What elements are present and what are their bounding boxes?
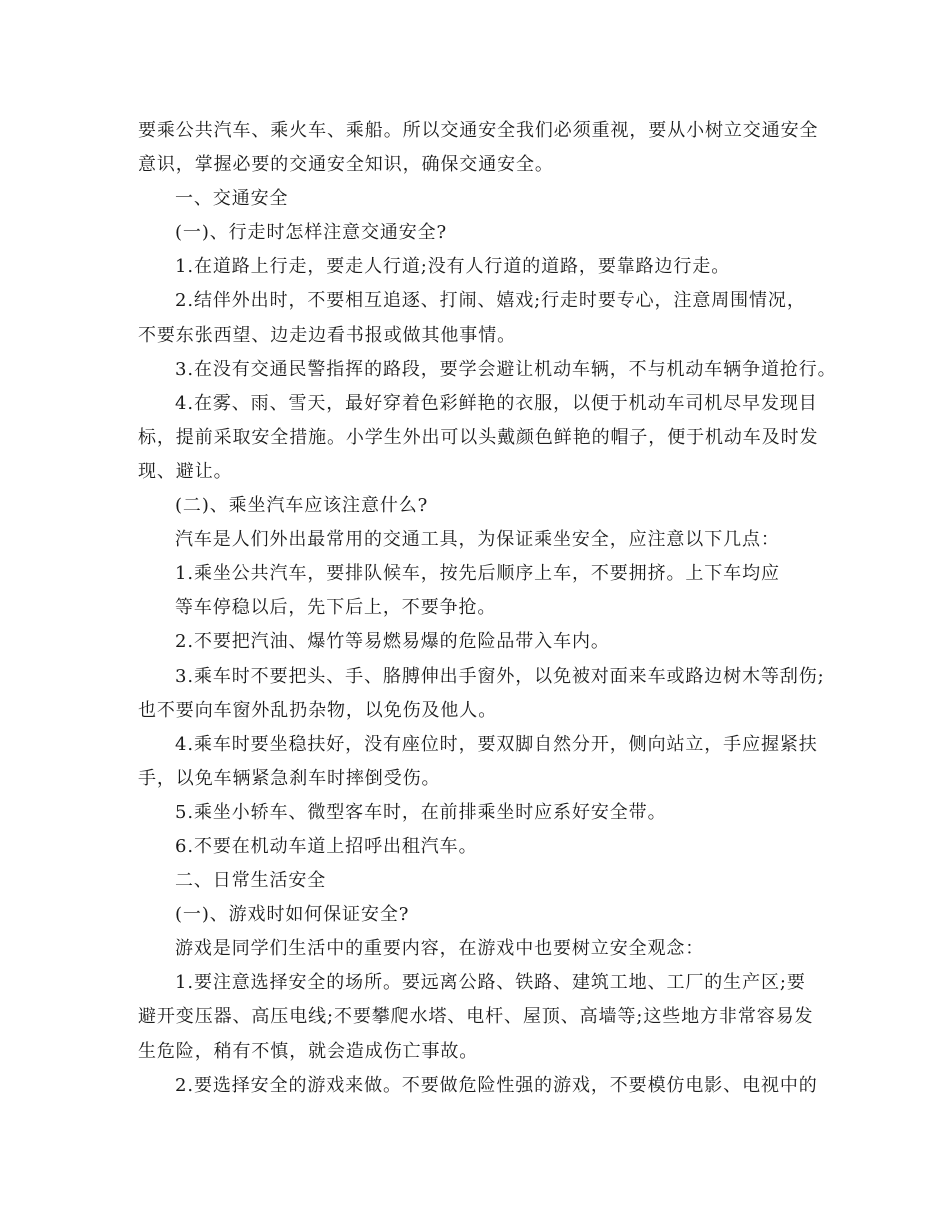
text-line: 也不要向车窗外乱扔杂物，以免伤及他人。 — [138, 699, 498, 721]
text-line: 1.在道路上行走，要走人行道;没有人行道的道路，要靠路边行走。 — [175, 256, 731, 278]
text-line: 5.乘坐小轿车、微型客车时，在前排乘坐时应系好安全带。 — [175, 801, 667, 823]
text-line: 6.不要在机动车道上招呼出租汽车。 — [175, 835, 478, 857]
text-line: 2.结伴外出时，不要相互追逐、打闹、嬉戏;行走时要专心，注意周围情况， — [175, 290, 806, 312]
text-line: 1.要注意选择安全的场所。要远离公路、铁路、建筑工地、工厂的生产区;要 — [175, 972, 806, 994]
text-line: 2.不要把汽油、爆竹等易燃易爆的危险品带入车内。 — [175, 631, 610, 653]
text-line: 等车停稳以后，先下后上，不要争抢。 — [175, 597, 497, 619]
text-line: 避开变压器、高压电线;不要攀爬水塔、电杆、屋顶、高墙等;这些地方非常容易发 — [138, 1006, 814, 1028]
text-line: 二、日常生活安全 — [175, 870, 327, 892]
text-line: (一)、游戏时如何保证安全? — [175, 904, 410, 926]
text-line: 一、交通安全 — [175, 188, 289, 210]
text-line: 4.在雾、雨、雪天，最好穿着色彩鲜艳的衣服，以便于机动车司机尽早发现目 — [175, 392, 818, 414]
text-line: 意识，掌握必要的交通安全知识，确保交通安全。 — [138, 154, 554, 176]
document-body — [138, 114, 837, 1103]
text-line: 4.乘车时要坐稳扶好，没有座位时，要双脚自然分开，侧向站立，手应握紧扶 — [175, 733, 818, 755]
text-line: 不要东张西望、边走边看书报或做其他事情。 — [138, 324, 516, 346]
text-line: 标，提前采取安全措施。小学生外出可以头戴颜色鲜艳的帽子，便于机动车及时发 — [138, 426, 819, 448]
text-line: 3.在没有交通民警指挥的路段，要学会避让机动车辆，不与机动车辆争道抢行。 — [175, 358, 837, 380]
text-line: (二)、乘坐汽车应该注意什么? — [175, 495, 429, 517]
text-line: 汽车是人们外出最常用的交通工具，为保证乘坐安全，应注意以下几点： — [175, 529, 780, 551]
text-line: 要乘公共汽车、乘火车、乘船。所以交通安全我们必须重视，要从小树立交通安全 — [138, 120, 819, 141]
text-line: 手，以免车辆紧急刹车时摔倒受伤。 — [138, 767, 441, 789]
text-line: (一)、行走时怎样注意交通安全? — [175, 222, 448, 244]
text-line: 1.乘坐公共汽车，要排队候车，按先后顺序上车，不要拥挤。上下车均应 — [175, 563, 780, 585]
text-line: 现、避让。 — [138, 460, 233, 482]
text-line: 游戏是同学们生活中的重要内容，在游戏中也要树立安全观念： — [175, 938, 705, 960]
text-line: 生危险，稍有不慎，就会造成伤亡事故。 — [138, 1040, 479, 1062]
text-line: 2.要选择安全的游戏来做。不要做危险性强的游戏，不要模仿电影、电视中的 — [175, 1074, 818, 1096]
text-line: 3.乘车时不要把头、手、胳膊伸出手窗外，以免被对面来车或路边树木等刮伤; — [175, 665, 825, 687]
